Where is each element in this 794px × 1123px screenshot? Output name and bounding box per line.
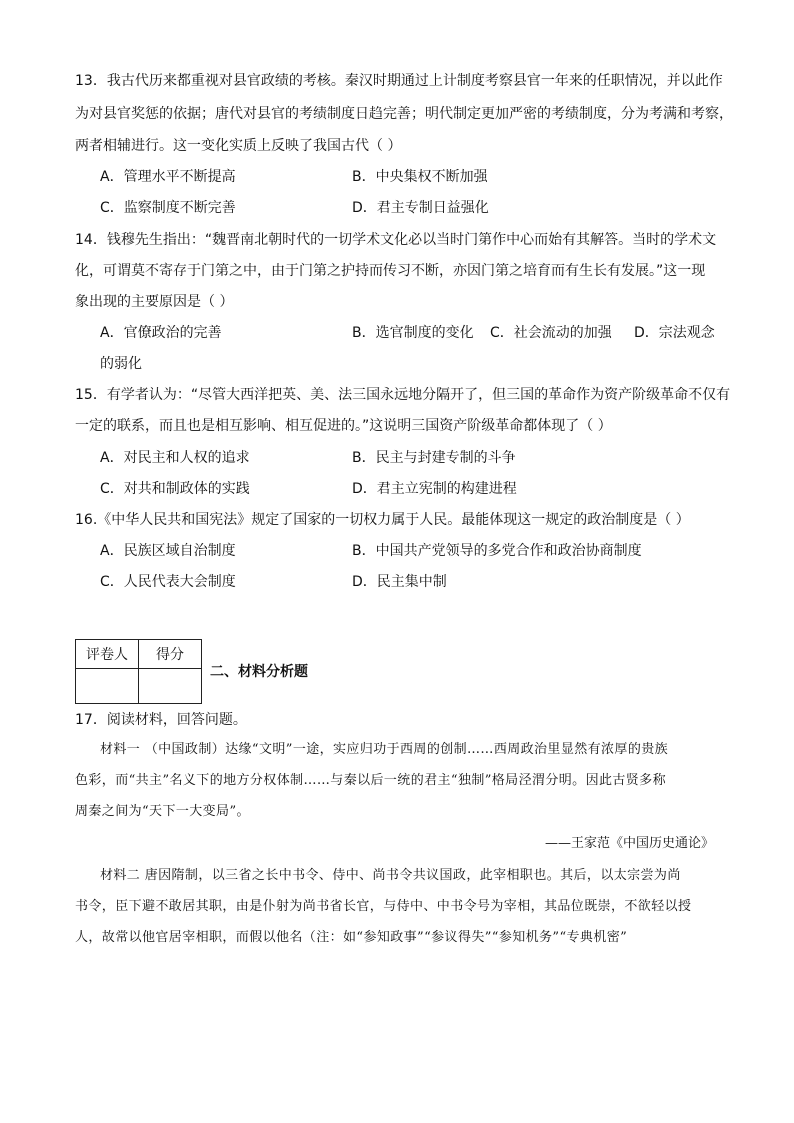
q15-line-2: 一定的联系，而且也是相互影响、相互促进的。”这说明三国资产阶级革命都体现了（ ）: [75, 418, 612, 434]
grader-header: 评卷人: [76, 640, 139, 669]
section-title: 二、材料分析题: [210, 664, 308, 680]
q15-option-b[interactable]: B．民主与封建专制的斗争: [352, 450, 516, 466]
q17-stem: 17．阅读材料，回答问题。: [75, 712, 247, 728]
score-header: 得分: [139, 640, 202, 669]
q13-line-1: 13．我古代历来都重视对县官政绩的考核。秦汉时期通过上计制度考察县官一年来的任职情况，并以此作: [75, 73, 723, 89]
material2-line-1: 材料二 唐因隋制，以三省之长中书令、侍中、尚书令共议国政，此宰相职也。其后，以太宗尝为尚: [100, 868, 681, 883]
q14-option-c[interactable]: C．社会流动的加强: [490, 325, 612, 341]
q15-option-a[interactable]: A．对民主和人权的追求: [100, 450, 250, 466]
q14-option-b[interactable]: B．选官制度的变化: [352, 325, 474, 341]
q16-option-a[interactable]: A．民族区域自治制度: [100, 543, 236, 559]
material1-line-3: 周秦之间为“天下一大变局”。: [75, 804, 250, 819]
q13-line-3: 两者相辅进行。这一变化实质上反映了我国古代（ ）: [75, 138, 402, 154]
q13-option-c[interactable]: C．监察制度不断完善: [100, 200, 236, 216]
material2-line-3: 人，故常以他官居宰相职，而假以他名（注：如“参知政事”“参议得失”“参知机务”“专典机密”: [75, 930, 628, 945]
q13-option-b[interactable]: B．中央集权不断加强: [352, 169, 488, 185]
q15-option-d[interactable]: D．君主立宪制的构建进程: [352, 481, 517, 497]
q13-option-d[interactable]: D．君主专制日益强化: [352, 200, 489, 216]
material1-source: ——王家范《中国历史通论》: [544, 836, 714, 851]
q13-line-2: 为对县官奖惩的依据；唐代对县官的考绩制度日趋完善；明代制定更加严密的考绩制度，分为考满和考察，: [75, 106, 733, 122]
grader-cell[interactable]: [76, 669, 139, 704]
score-table: [75, 639, 202, 704]
q15-option-c[interactable]: C．对共和制政体的实践: [100, 481, 250, 497]
q14-line-1: 14．钱穆先生指出：“魏晋南北朝时代的一切学术文化必以当时门第作中心而始有其解答。当时的学术文: [75, 232, 717, 248]
material2-line-2: 书令，臣下避不敢居其职，由是仆射为尚书省长官，与侍中、中书令号为宰相，其品位既崇，不欲轻以授: [75, 899, 692, 914]
q16-line-1: 16.《中华人民共和国宪法》规定了国家的一切权力属于人民。最能体现这一规定的政治制度是（ ）: [75, 512, 690, 528]
material1-line-1: 材料一 （中国政制）达缘“文明”一途，实应归功于西周的创制……西周政治里显然有浓厚的贵族: [100, 742, 669, 757]
q14-option-d-cont: 的弱化: [100, 356, 142, 372]
material1-line-2: 色彩，而“共主”名义下的地方分权体制……与秦以后一统的君主“独制”格局泾渭分明。因此古贤多称: [75, 773, 666, 788]
q16-option-c[interactable]: C．人民代表大会制度: [100, 574, 236, 590]
score-cell[interactable]: [139, 669, 202, 704]
q15-line-1: 15．有学者认为：“尽管大西洋把英、美、法三国永远地分隔开了，但三国的革命作为资产阶级革命不仅有: [75, 387, 731, 403]
q14-line-2: 化，可谓莫不寄存于门第之中，由于门第之护持而传习不断，亦因门第之培育而有生长有发展。”这一现: [75, 263, 706, 279]
q16-option-d[interactable]: D．民主集中制: [352, 574, 447, 590]
q14-option-a[interactable]: A．官僚政治的完善: [100, 325, 222, 341]
q13-option-a[interactable]: A．管理水平不断提高: [100, 169, 236, 185]
q16-option-b[interactable]: B．中国共产党领导的多党合作和政治协商制度: [352, 543, 642, 559]
q14-line-3: 象出现的主要原因是（ ）: [75, 294, 234, 310]
q14-option-d[interactable]: D．宗法观念: [634, 325, 715, 341]
